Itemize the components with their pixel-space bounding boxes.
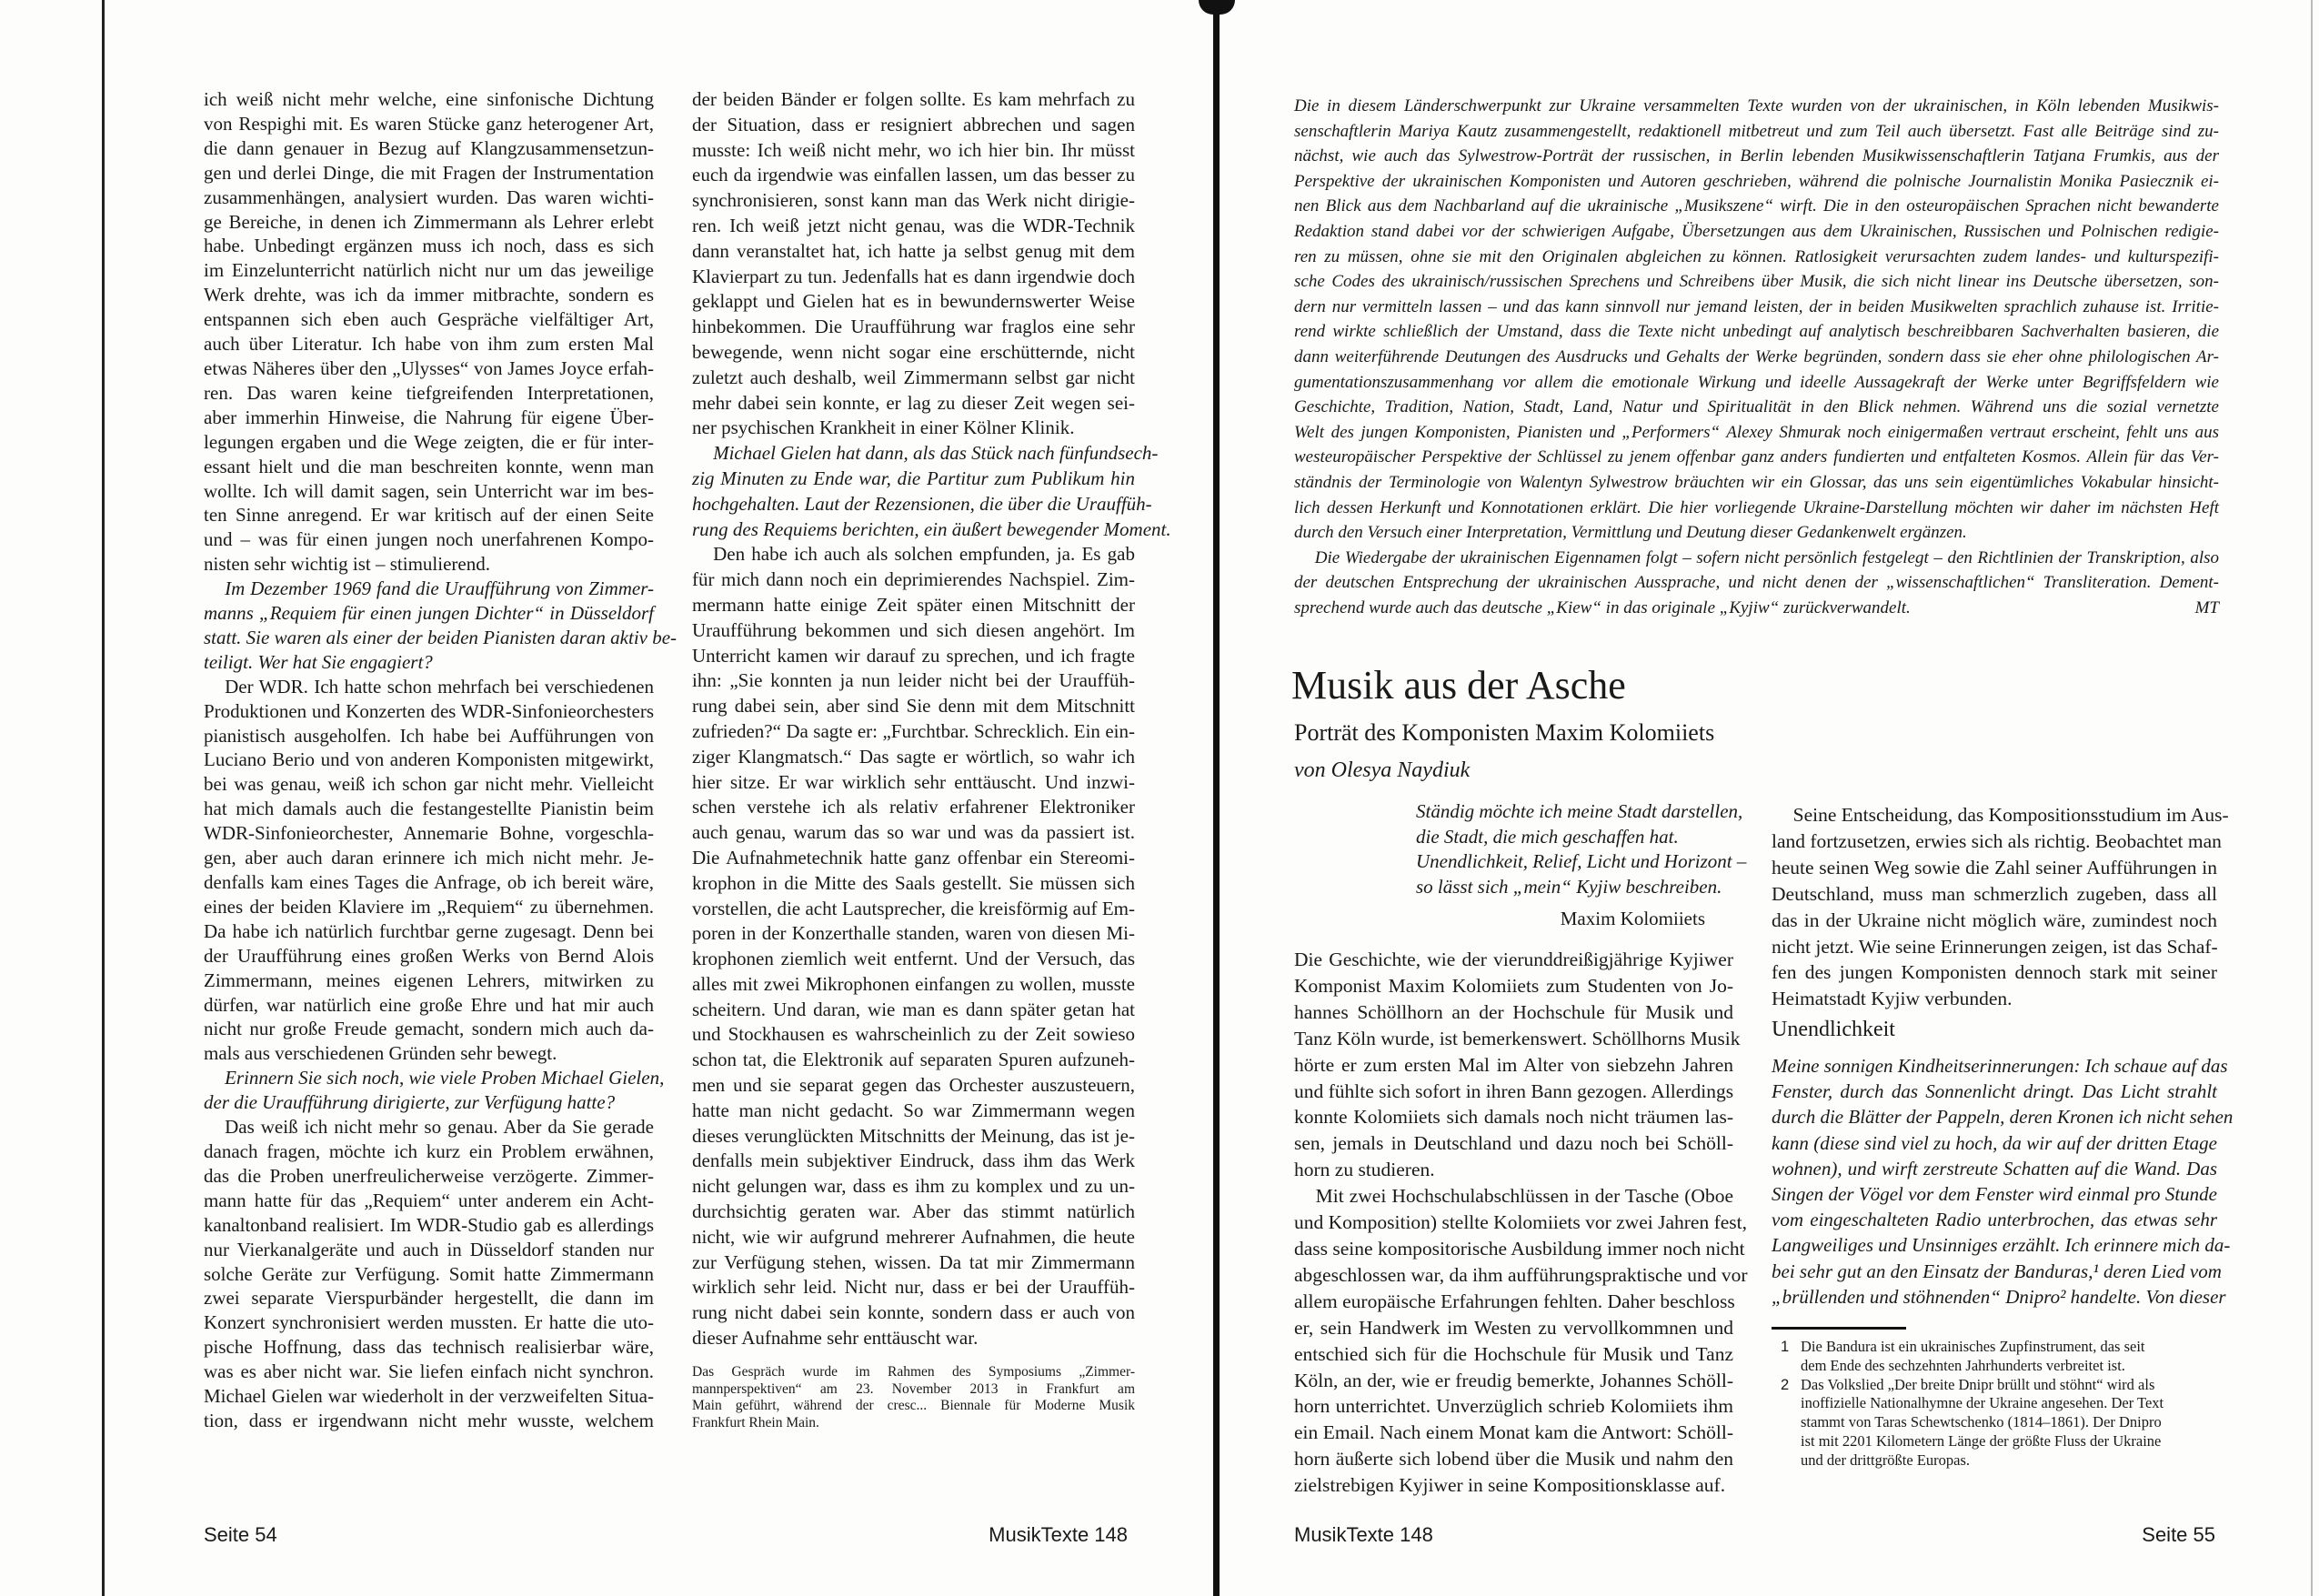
text-line: Der WDR. Ich hatte schon mehrfach bei verschiedenen [225,675,654,698]
text-line: für mich dann noch ein deprimierendes Nachspiel. Zim- [692,568,1135,591]
text-line: gen, aber auch daran erinnere ich mich nicht mehr. Je- [204,847,654,869]
text-line: mann hatte für das „Requiem“ unter anderem ein Acht- [204,1189,654,1211]
magazine-issue-right: MusikTexte 148 [1294,1523,1433,1546]
text-line: er, sein Handwerk im Westen zu vervollkommnen und [1294,1316,1733,1339]
text-line: nicht, wie wir aufgrund mehrerer Aufnahmen, die heute [692,1225,1135,1248]
text-line: hinbekommen. Die Uraufführung war fraglos eine sehr [692,316,1135,338]
text-line: zur Verfügung stehen, wissen. Da tat mir Zimmermann [692,1250,1135,1273]
text-line: nisten sehr wichtig ist – stimulierend. [204,553,490,576]
article-column-2-top [1772,802,2229,1012]
text-line: denfalls mein subjektiver Eindruck, dass ihm das Werk [692,1149,1135,1172]
footnote-line: und der drittgrößte Europas. [1801,1450,1971,1469]
text-line: horn unterrichtet. Unverzüglich schrieb Kolomiiets ihm [1294,1395,1733,1418]
text-line: Produktionen und Konzerten des WDR-Sinfonieorchesters [204,699,654,722]
page-number-right: Seite 55 [2142,1523,2215,1546]
text-line: solche Geräte zur Verfügung. Somit hatte Zimmermann [204,1262,654,1285]
text-line: men und sie separat gegen das Orchester auszusteuern, [692,1074,1135,1097]
text-line: Uraufführung bekommen und sich diesen angehört. Im [692,618,1135,641]
footnote-number: 2 [1781,1376,1790,1393]
text-line: Das Gespräch wurde im Rahmen des Symposiums „Zimmer- [692,1364,1135,1380]
text-line: hatte man nicht gedacht. So war Zimmermann wegen [692,1099,1135,1121]
text-line: etwas Näheres über den „Ulysses“ von James Joyce erfah- [204,356,654,379]
text-line: das die Proben unerfreulicherweise verzögerte. Zimmer- [204,1164,654,1187]
text-line: ner psychischen Krankheit in einer Kölner Klinik. [692,417,1075,439]
text-line: und Stockhausen es wahrscheinlich zu der Zeit sowieso [692,1023,1135,1046]
text-line: Welt des jungen Komponisten, Pianisten und „Performers“ Alexey Shmurak noch einigermaßen vertraut erscheint, fehlt uns aus [1294,422,2219,442]
text-line: nen Blick aus dem Nachbarland auf die ukrainische „Musikszene“ wirft. Die in den osteuropäischen Sprachen nicht bewanderte [1294,196,2219,216]
text-line: nicht jetzt. Wie seine Erinnerungen zeigen, ist das Schaf- [1772,935,2218,958]
text-line: der Uraufführung eines großen Werks von Bernd Alois [204,944,654,967]
text-line: gen und derlei Dinge, die mit Fragen der Instrumentation [204,161,654,184]
text-line: vom eingeschalteten Radio unterbrochen, das etwas sehr [1772,1209,2217,1231]
text-line: mals aus verschiedenen Gründen sehr bewegt. [204,1042,557,1065]
text-line: Unterricht kamen wir darauf zu sprechen, und ich fragte [692,644,1135,667]
text-line: Fenster, durch das Sonnenlicht dringt. Das Licht strahlt [1772,1080,2217,1103]
text-line: Deutschland, muss man schmerzlich zugeben, dass all [1772,882,2217,905]
footnote-line: ist mit 2201 Kilometern Länge der größte Fluss der Ukraine [1801,1431,2162,1450]
text-line: bewegende, wenn nicht sogar eine erschütternde, nicht [692,340,1135,363]
text-line: ren. Das waren keine tiefgreifenden Interpretationen, [204,381,654,404]
text-line: Meine sonnigen Kindheitserinnerungen: Ich schaue auf das [1772,1055,2228,1077]
text-line: der Situation, dass er resigniert abbrechen und sagen [692,113,1135,136]
text-line: dann veranstaltet hat, ich hatte ja selbst genug mit dem [692,239,1135,262]
article-title: Musik aus der Asche [1291,663,1626,708]
text-line: rung dabei sein, aber sind Sie denn mit dem Mitschnitt [692,695,1135,718]
text-line: ren. Ich weiß jetzt nicht genau, was die WDR-Technik [692,214,1135,236]
text-line: manns „Requiem für einen jungen Dichter“ in Düsseldorf [204,602,654,625]
epigraph-line: Ständig möchte ich meine Stadt darstellen, [1416,800,1743,822]
text-line: synchronisieren, sonst kann man das Werk nicht dirigie- [692,189,1135,212]
text-line: nur Vierkanalgeräte und auch in Düsseldorf standen nur [204,1238,654,1260]
text-line: heute seinen Weg sowie die Zahl seiner Aufführungen in [1772,856,2217,878]
text-line: hannes Schöllhorn an der Hochschule für Musik und [1294,1000,1733,1023]
text-line: hier sitze. Er war wirklich sehr enttäuscht. Und inzwi- [692,770,1135,793]
magazine-issue-left: MusikTexte 148 [989,1523,1128,1546]
text-line: denfalls kam eines Tages die Anfrage, ob ich bereit wäre, [204,871,654,893]
footnote-number: 1 [1781,1339,1790,1355]
text-line: schen verstehe ich als relativ erfahrener Elektroniker [692,796,1135,818]
text-line: hat mich damals auch die festangestellte Pianistin beim [204,798,654,820]
text-line: senschaftlerin Mariya Kautz zusammengestellt, redaktionell mitbetreut und zum Teil auch übersetzt. Fast alle Beiträge sind zu- [1294,121,2219,141]
text-line: mermann hatte einige Zeit später einen Mitschnitt der [692,593,1135,616]
text-line: sen, jemals in Deutschland und dazu noch bei Schöll- [1294,1132,1733,1155]
text-line: Die Geschichte, wie der vierunddreißigjährige Kyjiwer [1294,949,1733,970]
text-line: eines der beiden Klaviere im „Requiem“ zu übernehmen. [204,895,654,918]
book-gutter [1213,0,1220,1596]
epigraph-author: Maxim Kolomiiets [1560,908,1705,929]
text-line: Konzert synchronisiert werden mussten. Er hatte die uto- [204,1311,654,1334]
text-line: bei was genau, weiß ich schon gar nicht mehr. Vielleicht [204,773,654,796]
editor-signature: MT [2194,597,2219,617]
text-line: ten Sinne anregend. Er war kritisch auf der einen Seite [204,504,654,527]
text-line: kanaltonband realisiert. Im WDR-Studio gab es allerdings [204,1213,654,1236]
text-line: durchsichtig geraten war. Aber das stimmt natürlich [692,1200,1135,1223]
text-line: fen des jungen Komponisten dennoch stark mit seiner [1772,961,2217,984]
text-line: wollte. Ich will damit sagen, sein Unterricht war im bes- [204,479,654,502]
text-line: dern nur vermitteln lassen – und das kann sinnvoll nur jemand leisten, der in beiden Musikwelten sprachlich zuhause ist. Irritie- [1294,296,2219,316]
text-line: Klavierpart zu tun. Jedenfalls hat es dann irgendwie doch [692,265,1135,287]
text-line: nicht nur große Freude gemacht, sondern mich auch da- [204,1018,654,1040]
text-line: Singen der Vögel vor dem Fenster wird einmal pro Stunde [1772,1183,2217,1206]
text-line: Die Wiedergabe der ukrainischen Eigennamen folgt – sofern nicht persönlich festgelegt – den Richtlinien der Transkription, also [1314,547,2219,567]
text-line: von Respighi mit. Es waren Stücke ganz heterogener Art, [204,112,654,135]
text-line: und fühlte sich sofort in ihren Bann gezogen. Allerdings [1294,1079,1734,1102]
text-line: Den habe ich auch als solchen empfunden, ja. Es gab [713,543,1135,566]
text-line: ständnis der Terminologie von Walentyn Sylwestrow bräuchten wir ein Glossar, das uns sein eigentümliches Vokabular hinsicht- [1294,472,2219,492]
footnote [1781,1338,2217,1376]
left-page-column-2 [692,87,1171,1351]
article-subtitle: Porträt des Komponisten Maxim Kolomiiets [1294,719,1715,746]
text-line: durch den Versuch einer Interpretation, Vermittlung und Deutung dieser Gedankenwelt ergänzen. [1294,523,1967,543]
text-line: ziger Klangmatsch.“ Das sagte er wörtlich, so wahr ich [692,745,1135,768]
text-line: ein Email. Nach einem Monat kam die Antwort: Schöll- [1294,1421,1733,1444]
text-line: rend wirkte schließlich der Umstand, dass die Texte nicht unbedingt auf analytisch beschreibbaren Sachverhalten basieren, die [1294,322,2219,342]
page-number-left: Seite 54 [204,1523,277,1546]
text-line: und – was für einen jungen noch unerfahrenen Kompo- [204,528,654,551]
epigraph-line: so lässt sich „mein“ Kyjiw beschreiben. [1416,876,1722,898]
text-line: Redaktion stand dabei vor der schwierigen Aufgabe, Übersetzungen aus dem Ukrainischen, Russischen und Polnischen redigie- [1294,221,2219,241]
text-line: Heimatstadt Kyjiw verbunden. [1772,988,2013,1010]
text-line: teiligt. Wer hat Sie engagiert? [204,650,433,673]
text-line: Seine Entscheidung, das Kompositionsstudium im Aus- [1792,804,2229,826]
text-line: gumentationszusammenhang vor allem die emotionale Wirkung und ideelle Aussagekraft der Werke unter Begriffsfeldern wie [1294,372,2219,392]
epigraph [1416,799,1746,900]
text-line: durch die Blätter der Pappeln, deren Kronen ich nicht sehen [1772,1106,2234,1129]
text-line: pische Hoffnung, dass das technisch realisierbar wäre, [204,1336,654,1359]
text-line: euch da irgendwie was einfallen lassen, um das besser zu [692,164,1135,186]
text-line: dürfen, war natürlich eine große Ehre und hat mir auch [204,993,654,1016]
text-line: schon tat, die Elektronik auf separaten Spuren aufzuneh- [692,1049,1135,1071]
text-line: ihn: „Sie konnten ja nun leider nicht bei der Urauffüh- [692,669,1135,692]
text-line: Da habe ich natürlich furchtbar gerne zugesagt. Denn bei [204,919,654,942]
text-line: der die Uraufführung dirigierte, zur Verfügung hatte? [204,1091,616,1114]
text-line: tion, dass er irgendwann nicht mehr wusste, welchem [204,1409,654,1431]
text-line: musste: Ich weiß nicht mehr, wo ich hier bin. Ihr müsst [692,138,1135,161]
epigraph-line: Unendlichkeit, Relief, Licht und Horizont – [1416,850,1747,873]
text-line: bei sehr gut an den Einsatz der Banduras,¹ deren Lied vom [1772,1260,2222,1282]
article-column-1 [1294,947,1748,1499]
footnote-line: stammt von Taras Schewtschenko (1814–1861). Der Dnipro [1801,1413,2162,1431]
text-line: entspannen sich eben auch Gespräche vielfältiger Art, [204,308,654,331]
text-line: abgeschlossen war, da ihm aufführungspraktische und vor [1294,1263,1748,1286]
text-line: Erinnern Sie sich noch, wie viele Proben Michael Gielen, [225,1067,665,1089]
text-line: auch über Literatur. Ich habe von ihm zum ersten Mal [204,333,654,356]
text-line: poren in der Konzerthalle standen, waren von diesen Mi- [692,922,1135,945]
text-line: Komponist Maxim Kolomiiets zum Studenten von Jo- [1294,974,1733,997]
text-line: im Einzelunterricht natürlich nicht nur um das jeweilige [204,259,654,282]
text-line: sprechend wurde auch das deutsche „Kiew“ in das originale „Kyjiw“ zurückverwandelt. [1294,597,1911,617]
text-line: mannperspektiven“ am 23. November 2013 in Frankfurt am [692,1380,1135,1397]
text-line: Zimmermann, meines eigenen Lehrers, mitwirken zu [204,969,654,991]
editorial-intro [1294,94,2219,620]
article-byline: von Olesya Naydiuk [1294,758,1471,782]
text-line: dieser Aufnahme sehr enttäuscht war. [692,1327,979,1350]
text-line: statt. Sie waren als einer der beiden Pianisten daran aktiv be- [204,626,678,648]
section-heading: Unendlichkeit [1772,1018,1895,1041]
text-line: Main geführt, während der cresc... Biennale für Moderne Musik [692,1398,1135,1414]
text-line: wirklich sehr leid. Nicht nur, dass er bei der Urauffüh- [692,1276,1135,1299]
text-line: horn zu studieren. [1294,1159,1435,1181]
text-line: aber immerhin Hinweise, die Nahrung für eigene Über- [204,406,654,428]
text-line: lich dessen Herkunft und Konnotationen erklärt. Die hier vorliegende Ukraine-Darstellung möchten wir daher im nächsten Heft [1294,497,2219,517]
text-line: westeuropäischer Perspektive der Schlüssel zu jenem offenbar ganz anders fundierten und entfalteten Kosmos. Allein für das Ver- [1294,447,2219,467]
text-line: geklappt und Gielen hat es in bewundernswerter Weise [692,290,1135,313]
text-line: rung des Requiems berichten, ein äußert bewegender Moment. [692,517,1171,540]
text-line: zielstrebigen Kyjiwer in seine Kompositionsklasse auf. [1294,1474,1726,1497]
text-line: Perspektive der ukrainischen Komponisten und Autoren geschrieben, während die polnische Journalistin Monika Pasiecznik ei- [1294,171,2219,191]
text-line: nicht gelungen war, dass es ihm zu komplex und zu un- [692,1175,1135,1198]
footnote-line: Das Volkslied „Der breite Dnipr brüllt und stöhnt“ wird als [1801,1375,2155,1393]
page-edge-right [2311,0,2313,1596]
text-line: vorstellen, die acht Lautsprecher, die kreisförmig auf Em- [692,897,1135,919]
text-line: legungen ergaben und die Wege zeigten, die er für inter- [204,430,654,453]
text-line: Das weiß ich nicht mehr so genau. Aber da Sie gerade [225,1116,654,1139]
text-line: sche Codes des ukrainisch/russischen Sprechens und Schreibens über Musik, die sich nicht linear ins Deutsche übersetzen, son- [1294,272,2219,292]
text-line: dieses verunglückten Mitschnitts der Meinung, das ist je- [692,1124,1135,1147]
text-line: mehr dabei sein konnte, er lag zu dieser Zeit wegen sei- [692,391,1135,414]
text-line: horn äußerte sich lobend über die Musik und nahm den [1294,1448,1733,1471]
interview-source-note [692,1364,1135,1432]
text-line: scheitern. Und daran, wie man es dann später getan hat [692,998,1135,1020]
text-line: Die Aufnahmetechnik hatte ganz offenbar ein Stereomi- [692,846,1135,868]
text-line: hochgehalten. Laut der Rezensionen, die über die Urauffüh- [692,492,1152,515]
text-line: das in der Ukraine nicht möglich wäre, zumindest noch [1772,908,2217,931]
text-line: Werk drehte, was ich da immer mitbrachte, sondern es [204,284,654,306]
text-line: die dann genauer in Bezug auf Klangzusammensetzun- [204,136,654,159]
text-line: habe. Unbedingt ergänzen muss ich noch, dass es sich [204,235,654,257]
text-line: Michael Gielen war wiederholt in der verzweifelten Situa- [204,1385,654,1408]
text-line: kann (diese sind viel zu hoch, da wir auf der dritten Etage [1772,1131,2217,1154]
text-line: entschied sich für die Hochschule für Musik und Tanz [1294,1342,1733,1365]
text-line: Tanz Köln wurde, ist bemerkenswert. Schöllhorns Musik [1294,1027,1741,1049]
text-line: allem europäische Erfahrungen fehlten. Daher beschloss [1294,1290,1735,1312]
footnote-line: inoffizielle Nationalhymne der Ukraine angesehen. Der Text [1801,1394,2164,1412]
gutter-shadow [1199,0,1235,15]
text-line: hörte er zum ersten Mal im Alter von siebzehn Jahren [1294,1053,1733,1076]
text-line: zusammenhängen, analysiert wurden. Das waren wichti- [204,186,654,208]
text-line: Mit zwei Hochschulabschlüssen in der Tasche (Oboe [1315,1185,1733,1208]
text-line: zwei separate Vierspurbänder hergestellt, die dann im [204,1287,654,1310]
text-line: Im Dezember 1969 fand die Uraufführung von Zimmer- [225,577,654,600]
page-edge-left [102,0,105,1596]
text-line: Langweiliges und Unsinniges erzählt. Ich erinnere mich da- [1772,1234,2231,1257]
left-page-column-1 [204,87,678,1433]
text-line: dass seine kompositorische Ausbildung immer noch nicht [1294,1237,1745,1260]
text-line: zig Minuten zu Ende war, die Partitur zum Publikum hin [692,467,1135,489]
text-line: zufrieden?“ Da sagte er: „Furchtbar. Schrecklich. Ein ein- [692,719,1135,742]
text-line: ich weiß nicht mehr welche, eine sinfonische Dichtung [204,88,654,110]
footnote [1781,1376,2217,1471]
text-line: ge Bereiche, in denen ich Zimmermann als Lehrer erlebt [204,210,654,233]
text-line: konnte Kolomiiets sich damals noch nicht träumen las- [1294,1106,1733,1129]
text-line: Köln, an der, wie er freudig bemerkte, Johannes Schöll- [1294,1369,1733,1391]
text-line: land fortzusetzen, erwies sich als richtig. Beobachtet man [1772,829,2222,852]
text-line: „brüllenden und stöhnenden“ Dnipro² handelte. Von dieser [1772,1285,2226,1308]
footnote-rule [1772,1327,1906,1330]
epigraph-line: die Stadt, die mich geschaffen hat. [1416,825,1679,848]
text-line: Michael Gielen hat dann, als das Stück nach fünfundsech- [713,442,1159,465]
text-line: wohnen), und wirft zerstreute Schatten auf die Wand. Das [1772,1157,2217,1179]
text-line: krophonen ziemlich weit entfernt. Und der Versuch, das [692,948,1135,970]
text-line: ren zu müssen, ohne sie mit den Originalen abgleichen zu können. Ratlosigkeit verursachten zudem landes- und kulturspezifi- [1294,246,2219,266]
text-line: Luciano Berio und von anderen Komponisten mitgewirkt, [204,748,654,771]
text-line: zuletzt auch deshalb, weil Zimmermann selbst gar nicht [692,366,1135,388]
text-line: und Komposition) stellte Kolomiiets vor zwei Jahren fest, [1294,1211,1747,1234]
text-line: pianistisch ausgeholfen. Ich habe bei Aufführungen von [204,724,654,747]
text-line: der beiden Bänder er folgen sollte. Es kam mehrfach zu [692,88,1135,110]
text-line: essant hielt und die man beschreiten konnte, wenn man [204,455,654,477]
text-line: WDR-Sinfonieorchester, Annemarie Bohne, vorgeschla- [204,822,654,845]
article-column-2-italic [1772,1053,2234,1310]
text-line: alles mit zwei Mikrophonen einfangen zu wollen, musste [692,972,1135,995]
text-line: nächst, wie auch das Sylwestrow-Porträt der russischen, in Berlin lebenden Musikwissenschaftlerin Tatjana Frumkis, aus der [1294,146,2219,166]
text-line: danach fragen, möchte ich kurz ein Problem erwähnen, [204,1139,654,1162]
text-line: dann weiterführende Deutungen des Ausdrucks und Gehalts der Werke begründen, sondern dass sie eher ohne philologischen Ar- [1294,346,2219,366]
text-line: was es aber nicht war. Sie liefen einfach nicht synchron. [204,1360,654,1383]
text-line: krophon in die Mitte des Saals gestellt. Sie müssen sich [692,871,1135,894]
text-line: Die in diesem Länderschwerpunkt zur Ukraine versammelten Texte wurden von der ukrainischen, in Köln lebenden Musikwis- [1294,96,2219,115]
footnote-line: dem Ende des sechzehnten Jahrhunderts verbreitet ist. [1801,1356,2125,1374]
text-line: der deutschen Entsprechung der ukrainischen Aussprache, und nicht denen der „wissenschaftlichen“ Transliteration. Dement- [1294,573,2219,593]
footnote-line: Die Bandura ist ein ukrainisches Zupfinstrument, das seit [1801,1338,2145,1355]
text-line: auch genau, warum das so war und was da passiert ist. [692,821,1135,844]
text-line: Frankfurt Rhein Main. [692,1415,819,1431]
text-line: rung nicht dabei sein konnte, sondern dass er auch von [692,1301,1135,1324]
footnotes [1781,1338,2217,1471]
text-line: Geschichte, Tradition, Nation, Stadt, Land, Natur und Spiritualität in den Blick nehmen. Während uns die sozial vernetzte [1294,397,2219,417]
